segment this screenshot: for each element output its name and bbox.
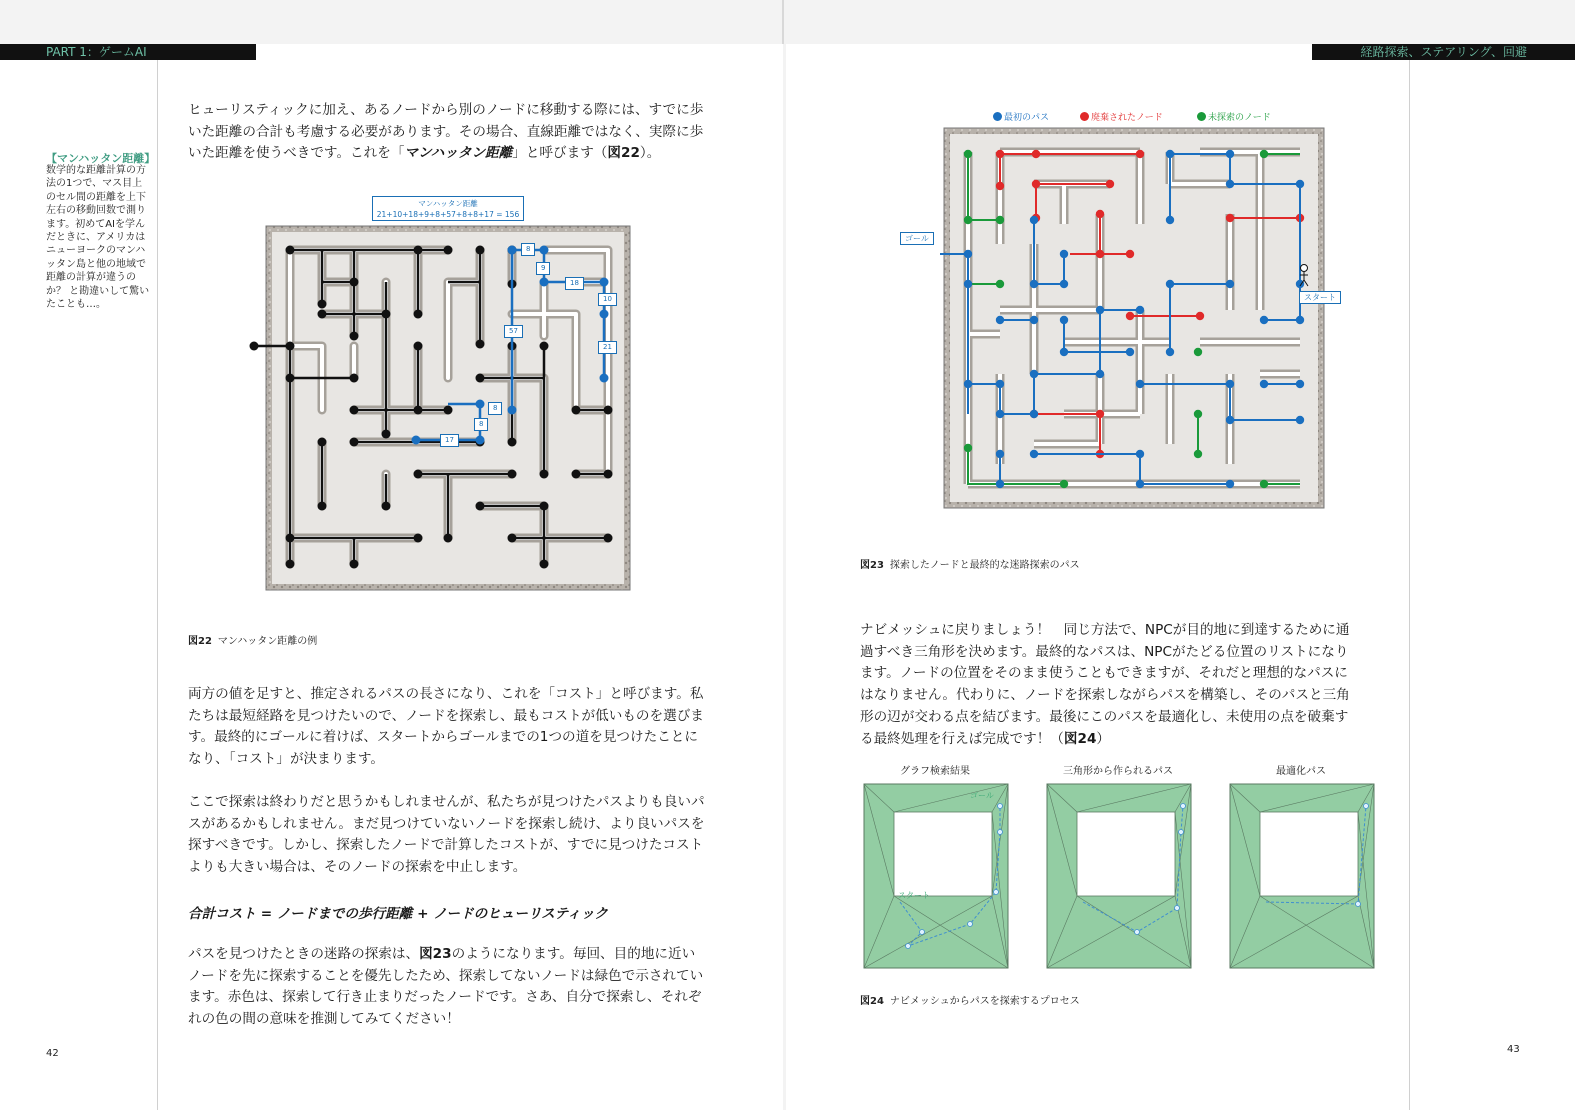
left-paragraph-1: ヒューリスティックに加え、あるノードから別のノードに移動する際には、すでに歩いた距離の合計も考慮する必要があります。その場合、直線距離ではなく、実際に歩いた距離を使うべきです。これを「マンハッタン距離」と呼びます（図22）。	[188, 102, 704, 162]
fig22-label-8: 8	[474, 418, 488, 431]
navmesh-goal-label: ゴール	[970, 791, 994, 800]
caption-fig24: 図24 ナビメッシュからパスを探索するプロセス	[860, 996, 1080, 1007]
fig22-label-1: 8	[521, 243, 535, 256]
caption-fig23: 図23 探索したノードと最終的な迷路探索のパス	[860, 560, 1080, 571]
legend-discarded: 廃棄されたノード	[1080, 110, 1163, 123]
navmesh-graph-search	[862, 782, 1010, 970]
figure23-maze	[940, 124, 1328, 512]
ref-fig22: 図22	[607, 145, 640, 162]
goal-label: ゴール	[900, 232, 934, 245]
manhattan-box-formula: 21+10+18+9+8+57+8+8+17 = 156	[376, 210, 520, 219]
legend-unexplored: 未探索のノード	[1197, 110, 1271, 123]
header-left-bar: PART 1：ゲームAI	[0, 44, 256, 60]
navmesh-title-1: グラフ検索結果	[900, 766, 970, 777]
right-margin-line	[1409, 60, 1410, 1110]
sidebar-note: 数学的な距離計算の方法の1つで、マス目上のセル間の距離を上下左右の移動回数で測ります。初めてAIを学んだときに、アメリカはニューヨークのマンハッタン島と他の地域で距離の計算が違うのか？ と勘違いして驚いたことも…。	[46, 165, 150, 311]
right-paragraph-1: ナビメッシュに戻りましょう！ 同じ方法で、NPCが目的地に到達するために通過すべき三角形を決めます。最終的なパスは、NPCがたどる位置のリストになります。ノードの位置をそのまま使うこともできますが、それだと理想的なパスにはなりません。代わりに、ノードを探索しながらパスを構築し、そのパスと三角形の辺が交わる点を結びます。最後にこのパスを最適化し、未使用の点を破棄する最終処理を行えば完成です！（図24）	[860, 622, 1350, 747]
start-label: スタート	[1299, 291, 1341, 304]
fig22-label-7: 8	[488, 402, 502, 415]
legend-dot-blue	[993, 112, 1002, 121]
fig22-label-4: 10	[598, 293, 617, 306]
term-manhattan: マンハッタン距離	[404, 145, 513, 162]
legend-first-path: 最初のパス	[993, 110, 1049, 123]
legend-dot-red	[1080, 112, 1089, 121]
top-background	[0, 0, 1575, 44]
manhattan-box-title: マンハッタン距離	[418, 199, 478, 208]
fig22-label-5: 21	[598, 341, 617, 354]
legend-dot-green	[1197, 112, 1206, 121]
navmesh-start-label: スタート	[898, 891, 930, 900]
sidebar-title: 【マンハッタン距離】	[46, 152, 156, 165]
fig22-label-6: 57	[504, 325, 523, 338]
fig22-label-9: 17	[440, 434, 459, 447]
cost-formula: 合計コスト = ノードまでの歩行距離 + ノードのヒューリスティック	[188, 906, 608, 922]
caption-fig22: 図22 マンハッタン距離の例	[188, 636, 318, 647]
navmesh-title-2: 三角形から作られるパス	[1063, 766, 1173, 777]
left-margin-line	[157, 60, 158, 1110]
fig22-label-2: 9	[536, 262, 550, 275]
page-number-right: 43	[1507, 1044, 1520, 1055]
fig22-label-3: 18	[565, 277, 584, 290]
ref-fig24: 図24	[1063, 730, 1097, 747]
manhattan-formula-box	[372, 196, 524, 221]
left-paragraph-2: 両方の値を足すと、推定されるパスの長さになり、これを「コスト」と呼びます。私たちは最短経路を見つけたいので、ノードを探索し、最もコストが低いものを選びます。最終的にゴールに着けば、スタートからゴールまでの1つの道を見つけたことになり、「コスト」が決まります。	[188, 686, 704, 768]
navmesh-optimized-path	[1228, 782, 1376, 970]
header-right-bar: 経路探索、ステアリング、回避	[1312, 44, 1575, 60]
ref-fig23: 図23	[419, 946, 452, 962]
navmesh-title-3: 最適化パス	[1276, 766, 1326, 777]
left-paragraph-4: パスを見つけたときの迷路の探索は、図23のようになります。毎回、目的地に近いノードを先に探索することを優先したため、探索してないノードは緑色で示されています。赤色は、探索して行き止まりだったノードです。さあ、自分で探索し、それぞれの色の間の意味を推測してみてください！	[188, 946, 704, 1028]
left-paragraph-3: ここで探索は終わりだと思うかもしれませんが、私たちが見つけたパスよりも良いパスがあるかもしれません。まだ見つけていないノードを探索し続け、より良いパスを探すべきです。しかし、探索したノードで計算したコストが、すでに見つけたコストよりも大きい場合は、そのノードの探索を中止します。	[188, 794, 705, 876]
navmesh-triangle-path	[1045, 782, 1193, 970]
page-number-left: 42	[46, 1048, 59, 1059]
book-spine	[782, 0, 784, 44]
